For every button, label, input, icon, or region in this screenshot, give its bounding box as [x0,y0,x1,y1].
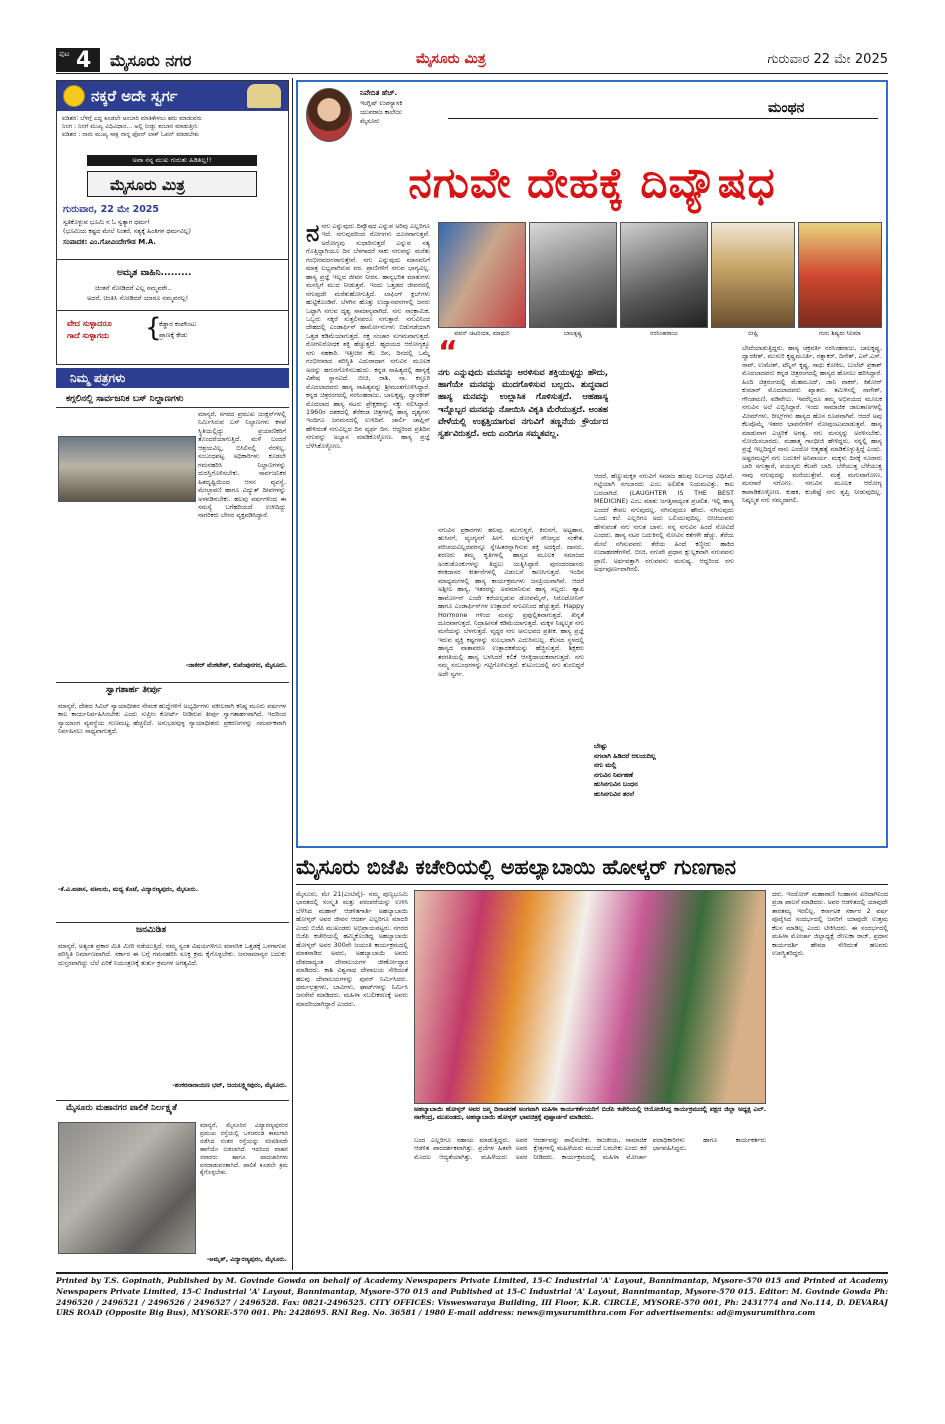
photo-narasimharaju [620,222,708,328]
issue-date: ಗುರುವಾರ 22 ಮೇ 2025 [767,52,888,67]
feature-body-col2: ನಗುವಿನ ಪ್ರಕಾರಗಳು ಹಲವು. ಮುಗುಳ್ನಗೆ, ಕಿರುನಗೆ, ಅಟ್ಟಹಾಸ, ಹುಸಿನಗೆ, ವ್ಯಂಗ್ಯನಗೆ ಹೀಗೆ. ಮುಗುಳ್ನಗೆ ಸೌಜನ್ಯದ ಸಂಕೇತ. ಪರಿಚಯವಿಲ್ಲದವರನ್ನೂ ಸ್ನೇಹಿತರನ್ನಾಗಿಸುವ ಶಕ್ತಿ ಅದಕ್ಕಿದೆ. ದಾಸರು, ಶರಣರು ತಮ್ಮ ಕೃತಿಗಳಲ್ಲಿ ಹಾಸ್ಯದ ಮೂಲಕ ಸಮಾಜದ ಅಂಕುಡೊಂಕುಗಳನ್ನು ತಿದ್ದಲು ಯತ್ನಿಸಿದ್ದಾರೆ. ಪುರಂದರದಾಸರು ಕನಕದಾಸರ ಕೀರ್ತನೆಗಳಲ್ಲಿ ವಿಡಂಬನೆ ಕಾಣಸಿಗುತ್ತದೆ. ಇಂದಿನ ಮಾಧ್ಯಮಗಳಲ್ಲಿ ಹಾಸ್ಯ ಕಾರ್ಯಕ್ರಮಗಳು ಜನಪ್ರಿಯವಾಗಿವೆ. ಆದರೆ ಅಶ್ಲೀಲ ಹಾಸ್ಯ, ಇತರರನ್ನು ಅವಮಾನಿಸುವ ಹಾಸ್ಯ ಸಲ್ಲದು. ಹ್ಯಾಪಿ ಹಾರ್ಮೋನ್ ಎಂದೇ ಕರೆಯಲ್ಪಡುವ ಡೋಪಮೈನ್, ಸಿರೊಟೋನಿನ್ ಹಾಗೂ ಎಂಡಾರ್ಫಿನ್‌ಗಳ ಉತ್ಪಾದನೆ ನಗುವಿನಿಂದ ಹೆಚ್ಚುತ್ತದೆ. Happy Hormone ಗಳಿಂದ ಮನಸ್ಸು ಪ್ರಫುಲ್ಲಿತವಾಗುತ್ತದೆ. ಖಿನ್ನತೆ ದೂರವಾಗುತ್ತದೆ. ನಿದ್ರಾಹೀನತೆ ಕಡಿಮೆಯಾಗುತ್ತದೆ. ಮಕ್ಕಳ ನಿಷ್ಕಲ್ಮಶ ನಗು ಮನೆಯನ್ನು ಬೆಳಗುತ್ತದೆ. ವೃದ್ಧರ ನಗು ಅನುಭವದ ಪ್ರತೀಕ. ಹಾಸ್ಯ ಪ್ರಜ್ಞೆ ಇರುವ ವ್ಯಕ್ತಿ ಕಷ್ಟಗಳನ್ನು ಸುಲಭವಾಗಿ ಎದುರಿಸಬಲ್ಲ. ಕೆಲಸದ ಸ್ಥಳದಲ್ಲಿ ಹಾಸ್ಯದ ವಾತಾವರಣ ಉತ್ಪಾದಕತೆಯನ್ನು ಹೆಚ್ಚಿಸುತ್ತದೆ. ಶಿಕ್ಷಕರು ತರಗತಿಯಲ್ಲಿ ಹಾಸ್ಯ ಬಳಸಿದರೆ ಕಲಿಕೆ ಆಸಕ್ತಿದಾಯಕವಾಗುತ್ತದೆ. ನಗು ನಮ್ಮ ಸಂಬಂಧಗಳನ್ನು ಗಟ್ಟಿಗೊಳಿಸುತ್ತದೆ. ಕುಟುಂಬದಲ್ಲಿ ನಗು ತುಂಬಿದ್ದರೆ ಅದೇ ಸ್ವರ್ಗ. [438,526,584,678]
feature-headline: ನಗುವೇ ದೇಹಕ್ಕೆ ದಿವ್ಯೌಷಧ [408,158,776,207]
letters-banner-title: ನಿಮ್ಮ ಪತ್ರಗಳು [70,371,126,385]
author-role: ಯುವರಾಜ ಕಾಲೇಜು [360,109,403,116]
bjp-headline: ಮೈಸೂರು ಬಿಜೆಪಿ ಕಚೇರಿಯಲ್ಲಿ ಅಹಲ್ಯಾಬಾಯಿ ಹೋಳ್ಕರ್ ಗುಣಗಾನ [296,855,736,879]
cartoon-figure-icon [247,84,281,108]
feature-subnotes [594,742,734,842]
letter-body: ಮಾನ್ಯರೆ, ಅತ್ಯಂತ ಪ್ರಕಾರ ಮಿತಿ ಮೀರಿ ನಡೆಯುತ್ತಿದೆ. ನಮ್ಮ ಸ್ವಂತ ವಿಷಯಗಳಿಗೂ ಮಾನಸಿಕ ಒತ್ತಡಕ್ಕೆ ಒಳಗಾಗುವ ಪರಿಸ್ಥಿತಿ ನಿರ್ಮಾಣವಾಗಿದೆ. ಸರ್ಕಾರ ಈ ಬಗ್ಗೆ ಗಮನಹರಿಸಿ ಸೂಕ್ತ ಕ್ರಮ ಕೈಗೊಳ್ಳಬೇಕು. ಜನಸಾಮಾನ್ಯರ ಬದುಕು ದುಸ್ತರವಾಗಿದ್ದು ಬೆಲೆ ಏರಿಕೆ ನಿಯಂತ್ರಣಕ್ಕೆ ತುರ್ತು ಕ್ರಮಗಳ ಅಗತ್ಯವಿದೆ. [58,942,286,967]
author-role: ಇಂಗ್ಲಿಷ್ ಉಪನ್ಯಾಸಕಿ [360,100,403,107]
feature-body-col1 [306,222,430,842]
letter-signature: -ಕೆ.ವಿ.ಐಟಾಸ, ವಕೀಲರು, ಮಧ್ಯ ಕೊಟೆ, ವಿದ್ಯಾರಣ್ಯಪುರಂ, ಮೈಸೂರು. [58,886,199,893]
letter-title: ಸ್ವಾಗತಾರ್ಹ ತೀರ್ಪು [56,682,289,700]
author-name: ನಿವೇದಿತ ಹೆಚ್. [360,88,398,97]
drop-cap: ನ [306,222,320,247]
editor-line: ಸಂಪಾದಕ: ಎಂ.ಗೋವಿಂದೇಗೌಡ M.A. [63,238,157,246]
kicker-rule [448,118,878,119]
footer-rule [56,1272,888,1274]
letter-1 [56,392,289,682]
letter-3 [56,922,289,1100]
bjp-event-photo [414,890,766,1104]
humour-line: ಪಡಿಶರ : ನಾನು ಮುಖ್ಯ ಸಾಕ್ಷ ನಾನ್ನ ಫೋನ್ ಲಾಕ್ ಓಪನ್ ಮಾಡಬೇಕು [62,131,199,139]
author-photo [306,88,352,142]
proverb-box [57,313,288,363]
page-header [56,48,888,72]
subnote-line: ಹುಸಿನಗುವಿನ ಬಂಧನ [594,780,638,789]
letter-signature: -ಜಾಕೀರ್ ವೆಂಕಟೇಶ್, ಕುವೆಂಪುನಗರ, ಮೈಸೂರು. [185,662,287,669]
proverb-right: ಕೆಡ್ಡಾರ ಕಂಪೌಂಟು [159,320,197,328]
paper-name: ಮೈಸೂರು ಮಿತ್ರ [416,51,486,67]
subnote-line: ನಗು ಮಲ್ಲಿ [594,761,617,770]
column-divider [292,78,293,1270]
letters-banner [56,368,289,388]
humour-line: ನಿನಗ : ನಿನಗೆ ಮುಖ್ಯ ವಿಧಿವಿಧಾನ... ಅಲ್ಲಿ ನೀಡ್ದು ಕಂಬಾರ ಮಾಡುತ್ತೀನಿ [62,123,198,131]
humour-box [56,80,289,365]
subnote-line: ನಗುವಿನ ನಿರ್ವಹಣೆ [594,770,633,779]
letter-body: ಮಾನ್ಯರೆ, ನಗರದ ಪ್ರಮುಖ ಜಂಕ್ಷನ್‌ಗಳಲ್ಲಿ ನಿರ್ಮಿಸಿರುವ ಬಸ್ ನಿಲ್ದಾಣಗಳು ಕಳಪೆ ಸ್ಥಿತಿಯಲ್ಲಿದ್ದು ಪ್ರಯಾಣಿಕರಿಗೆ ತೊಂದರೆಯಾಗುತ್ತಿದೆ. ಮಳೆ ಬಂದರೆ ಆಶ್ರಯವಿಲ್ಲ, ಬಿಸಿಲಿನಲ್ಲಿ ನೆರಳಿಲ್ಲ. ಸಂಬಂಧಪಟ್ಟ ಅಧಿಕಾರಿಗಳು ಕೂಡಲೇ ಗಮನಹರಿಸಿ ನಿಲ್ದಾಣಗಳನ್ನು ದುರಸ್ತಿಗೊಳಿಸಬೇಕು. ಸಾರ್ವಜನಿಕರ ಹಿತದೃಷ್ಟಿಯಿಂದ ಆಸನ ವ್ಯವಸ್ಥೆ, ಮೇಲ್ಛಾವಣಿ ಹಾಗೂ ವಿದ್ಯುತ್ ದೀಪಗಳನ್ನು ಅಳವಡಿಸಬೇಕು. ಹಲವು ವರ್ಷಗಳಿಂದ ಈ ಸಮಸ್ಯೆ ಬಗೆಹರಿಯದೆ ಉಳಿದಿದ್ದು ನಾಗರಿಕರು ಬೇಸರ ವ್ಯಕ್ತಪಡಿಸಿದ್ದಾರೆ. [198,410,286,520]
bjp-body-right: ದರು. ಇಂದೋರ್ ಮಹಾರಾಣಿ ಸಿಂಹಾಸನ ಏರಿದಾಗಿನಿಂದ ಪ್ರಜಾ ಪಾಲನೆ ಮಾಡಿದರು. ಅವರ ಆಡಳಿತದಲ್ಲಿ ಯಾವುದೇ ತಾರತಮ್ಯ ಇರಲಿಲ್ಲ. ಕರ್ನಾಟಕ ಸರ್ಕಾರ 2 ವರ್ಷ ಪೂರೈಸಿದ ಸಂದರ್ಭದಲ್ಲಿ ಜನರಿಗೆ ಯಾವುದೇ ಉತ್ತಮ ಕೆಲಸ ಮಾಡಿಲ್ಲ ಎಂದು ಟೀಕಿಸಿದರು. ಈ ಸಂದರ್ಭದಲ್ಲಿ ಮಹಿಳಾ ಮೋರ್ಚಾ ಜಿಲ್ಲಾಧ್ಯಕ್ಷೆ ರೇಣುಕಾ ರಾಜ್, ಪ್ರಧಾನ ಕಾರ್ಯದರ್ಶಿ ಹೇಮಾ ಸೇರಿದಂತೆ ಹಲವರು ಉಪಸ್ಥಿತರಿದ್ದರು. [772,890,888,958]
photo-caption: ಬಾಲಕೃಷ್ಣ [563,330,583,337]
headline-rule [296,884,888,885]
bjp-body-mid: ಬಂದ ಎಲ್ಲರಿಗೂ ಸಹಾಯ ಮಾಡುತ್ತಿದ್ದರು. ಅವರ ಆಡಳಿತ ಪಾರದರ್ಶಕವಾಗಿತ್ತು. ಪ್ರಜೆಗಳ ಹಿತವೇ ಅವರ ಮೊದಲ ಆದ್ಯತೆಯಾಗಿತ್ತು. ಮಹಿಳೆಯರು ಅವರ ಆದರ್ಶವನ್ನು ಪಾಲಿಸಬೇಕು. ರಾಜಕೀಯ, ಸಾಮಾಜಿಕ ಕ್ಷೇತ್ರಗಳಲ್ಲಿ ಮಹಿಳೆಯರು ಮುಂದೆ ಬರಬೇಕು ಎಂದು ಕರೆ ನೀಡಿದರು. ಕಾರ್ಯಕ್ರಮದಲ್ಲಿ ಮಹಿಳಾ ಮೋರ್ಚಾ ಪದಾಧಿಕಾರಿಗಳು ಹಾಗೂ ಕಾರ್ಯಕರ್ತರು ಭಾಗವಹಿಸಿದ್ದರು. [414,1136,766,1161]
laughing-face-icon [63,85,85,107]
photo-balakrishna [529,222,617,328]
pull-quote [438,335,608,520]
letter-signature: -ಶಂಕರನಾರಾಯಣ ಭಟ್, ಜಯಲಕ್ಷ್ಮೀಪುರಂ, ಮೈಸೂರು. [172,1082,287,1089]
author-city: ಮೈಸೂರು [360,118,380,125]
photo-guru-shishyaru [798,222,882,328]
page-number-box [56,48,100,72]
day-note: ಸ್ವತಿಕೊಳ್ಳುವ ಭೂಮಿ ನ ಓ ಸ್ವತ್ಯಾಗ ಧರ್ಮ! [63,219,150,226]
letter-title: ಮೈಸೂರು ಮಹಾನಗರ ಪಾಲಿಕೆ ನಿರ್ಲಕ್ಷ್ಯತೆ [56,1100,289,1117]
letter-title: ಕಗ್ಗಲಿನಲ್ಲಿ ಸಾರ್ವಜನಿಕ ಬಸ್ ನಿಲ್ದಾಣಗಳು [56,392,289,408]
amrutha-line: ಚಿಂತನೆ ನೋಡಿದರೆ ಎಲ್ಲ ನಮ್ಮವರೇ.. [95,284,172,292]
quote-text: ನಗು ಎನ್ನುವುದು ಮನವನ್ನು ಅರಳಿಸುವ ಶಕ್ತಿಯುಳ್ಳದ್ದು ಹೌದು, ಹಾಗೆಯೇ ಮನವನ್ನು ಮುದಗೊಳಿಸುವ ಬಲ್ಲದು. ಶುದ್ಧವಾದ ಹಾಸ್ಯ ಮನವನ್ನು ಉಲ್ಲಾಸಿತ ಗೊಳಿಸುತ್ತದೆ. ಆಹಹಾಸ್ಯ ಇನ್ನೊಬ್ಬರ ಮನವನ್ನು ನೋಯಿಸಿ ವಿಕೃತಿ ಮೆರೆಯುತ್ತದೆ. ಅಂತಹ ವೇಳೆಯಲ್ಲಿ ಉತ್ಪತ್ತಿಯಾಗುವ ನಗುವಿಗೆ ತಣ್ಣನೆಯ ಕ್ರೌರ್ಯದ ಸ್ವರ್ಶವಿರುತ್ತದೆ. ಅದು ಎಂದಿಗೂ ಸಮ್ಮತವಲ್ಲ. [438,367,608,438]
humour-punchline: ಅವಾ ನನ್ನ ಮುಖ ಗುರುತು ಹಿಡಿತಿಲ್ಲ!! [87,155,257,166]
bjp-photo-caption: ಅಹಲ್ಯಾಬಾಯಿ ಹೋಳ್ಕರ್ ಅವರ ಜನ್ಮ ದಿನಾಚರಣೆ ಅಂಗವಾಗಿ ಮಹಿಳಾ ಕಾರ್ಯಕರ್ತೆಯರಿಗೆ ಬಿಜೆಪಿ ಕಚೇರಿಯಲ್ಲಿ ಆಯೋಜಿಸಿದ್ದ ಕಾರ್ಯಕ್ರಮದಲ್ಲಿ ಪಕ್ಷದ ಜಿಲ್ಲಾ ಅಧ್ಯಕ್ಷ ಎಲ್. ನಾಗೇಂದ್ರ, ಮುಖಂಡರು, ಅಹಲ್ಯಾಬಾಯಿ ಹೋಳ್ಕರ್ ಭಾವಚಿತ್ರಕ್ಕೆ ಪುಷ್ಪಾರ್ಚನೆ ಮಾಡಿದರು. [414,1106,766,1122]
section-name: ಮೈಸೂರು ನಗರ [110,51,192,70]
feature-body-col3: ಆದರೆ, ಹೆಣ್ಣುಮಕ್ಕಳ ನಗುವಿಗೆ ಸಮಾಜ ಹಲವು ನಿರ್ಬಂಧ ವಿಧಿಸಿದೆ. ಗಟ್ಟಿಯಾಗಿ ನಗಬಾರದು ಎಂಬ ಅಲಿಖಿತ ನಿಯಮವಿತ್ತು. ಕಾಲ ಬದಲಾಗಿದೆ. (LAUGHTER IS THE BEST MEDICINE) ಎಂಬ ಮಾತು ಜಗತ್ತಿನಾದ್ಯಂತ ಪ್ರಚಲಿತ. ಇಲ್ಲಿ ಹಾಸ್ಯ ಎಂದರೆ ಕೇವಲ ನಗುವುದಲ್ಲ, ನಗಿಸುವುದೂ ಹೌದು. ನಗಿಸುವುದು ಒಂದು ಕಲೆ. ಎಲ್ಲರಿಗೂ ಅದು ಒಲಿಯುವುದಿಲ್ಲ. ಬೀಚಿಯವರು ಹೇಳುವಂತೆ ನಗು ನಗುತ ಬಾಳು. ನನ್ನ ನಗುವಿನ ಹಿಂದೆ ನೋವಿದೆ ಎಂದರು. ಹಾಸ್ಯ ನಟರ ಬದುಕಿನಲ್ಲಿ ನೋವಿನ ಕತೆಗಳೇ ಹೆಚ್ಚು. ತೆರೆಯ ಮೇಲೆ ನಗಿಸುವವರು ತೆರೆಯ ಹಿಂದೆ ಕಣ್ಣೀರು ಹಾಕಿದ ಉದಾಹರಣೆಗಳಿವೆ. ಬೀಚಿ, ನಗುವೇ ಪ್ರಧಾನ ಕ್ಷುಲ್ಲಕವಾಗಿ ನಗುವವನು ಪ್ರಾಣಿ. ಅರ್ಥವತ್ತಾಗಿ ನಗುವವನು ಮನುಷ್ಯ. ಆದ್ದರಿಂದ ನಗು ಅರ್ಥಪೂರ್ಣವಾಗಿರಲಿ. [594,472,734,573]
proverb-left: ವೇದ ಸುಳ್ಳಾದರೂ [67,319,112,328]
subnote-line: ಹುಸಿನಗುವಿನ ತರಲೆ [594,790,634,799]
bjp-lead-text: ಮೈಸೂರು, ಮೇ 21(ಎಂಟಿವೈ)- ನಮ್ಮ ಪುಣ್ಯಭೂಮಿ ಭಾರತದಲ್ಲಿ ಸಂಸ್ಕೃತಿ ಮತ್ತು ಪರಂಪರೆಯನ್ನು ಉಳಿಸಿ ಬೆಳೆಸಿದ ಮಹಾನ್ ಆಡಳಿತಗಾರ್ತಿ ಅಹಲ್ಯಾಬಾಯಿ ಹೋಳ್ಕರ್ ಅವರ ಜೀವನ ಆದರ್ಶ ಎಲ್ಲರಿಗೂ ಮಾದರಿ ಎಂದು ಬಿಜೆಪಿ ಮುಖಂಡರು ಅಭಿಪ್ರಾಯಪಟ್ಟರು. ನಗರದ ಬಿಜೆಪಿ ಕಚೇರಿಯಲ್ಲಿ ಹಮ್ಮಿಕೊಂಡಿದ್ದ ಅಹಲ್ಯಾಬಾಯಿ ಹೋಳ್ಕರ್ ಅವರ 300ನೇ ಜಯಂತಿ ಕಾರ್ಯಕ್ರಮದಲ್ಲಿ ಮಾತನಾಡಿದ ಅವರು, ಅಹಲ್ಯಾಬಾಯಿ ಅವರು ದೇಶದಾದ್ಯಂತ ದೇವಾಲಯಗಳ ಜೀರ್ಣೋದ್ಧಾರ ಮಾಡಿದರು. ಕಾಶಿ ವಿಶ್ವನಾಥ ದೇವಾಲಯ ಸೇರಿದಂತೆ ಹಲವು ದೇವಾಲಯಗಳನ್ನು ಪುನರ್ ನಿರ್ಮಿಸಿದರು. ಧರ್ಮಛತ್ರಗಳು, ಬಾವಿಗಳು, ಘಾಟ್‌ಗಳನ್ನು ನಿರ್ಮಿಸಿ ಜನಸೇವೆ ಮಾಡಿದರು. ಮಹಿಳಾ ಸಬಲೀಕರಣಕ್ಕೆ ಅವರು ಮಾದರಿಯಾಗಿದ್ದಾರೆ ಎಂದರು. [296,890,408,1008]
feature-body-col4: ಬೇಟೆಯಾಡುತ್ತಿದ್ದರು. ಹಾಸ್ಯ ಚಕ್ರವರ್ತಿ ನರಸಿಂಹರಾಜು, ಬಾಲಕೃಷ್ಣ, ದ್ವಾರಕೀಶ್, ಮುಸುರಿ ಕೃಷ್ಣಮೂರ್ತಿ, ರತ್ನಾಕರ್, ದಿನೇಶ್, ಎನ್.ಎಸ್. ರಾವ್, ಉಮೇಶ್, ಟೆನ್ನಿಸ್ ಕೃಷ್ಣ, ಸಾಧು ಕೋಕಿಲ, ಬುಲೆಟ್ ಪ್ರಕಾಶ್ ಮೊದಲಾದವರು ಕನ್ನಡ ಚಿತ್ರರಂಗದಲ್ಲಿ ಹಾಸ್ಯದ ಹೊನಲು ಹರಿಸಿದ್ದಾರೆ. ಹಿಂದಿ ಚಿತ್ರರಂಗದಲ್ಲಿ ಮೆಹಮೂದ್, ಜಾನಿ ವಾಕರ್, ಕಿಶೋರ್ ಕುಮಾರ್ ಮೊದಲಾದವರು ಖ್ಯಾತರು. ತಮಿಳಿನಲ್ಲಿ ನಾಗೇಶ್, ಗೌಂಡಮಣಿ, ವಡಿವೇಲು. ಇವರೆಲ್ಲರೂ ತಮ್ಮ ಅಭಿನಯದ ಮೂಲಕ ನಗುವಿನ ಅಲೆ ಎಬ್ಬಿಸಿದ್ದಾರೆ. ಇಂದು ಸಾಮಾಜಿಕ ಜಾಲತಾಣಗಳಲ್ಲಿ ಮೀಮ್‌ಗಳು, ರೀಲ್ಸ್‌ಗಳು ಹಾಸ್ಯದ ಹೊಸ ರೂಪವಾಗಿವೆ. ಆದರೆ ಅವು ಕೆಲವೊಮ್ಮೆ ಇತರರ ಭಾವನೆಗಳಿಗೆ ನೋವುಂಟುಮಾಡುತ್ತವೆ. ಹಾಸ್ಯ ಮಾಡುವಾಗ ಎಚ್ಚರಿಕೆ ಅಗತ್ಯ. ನಗು ಮನಸ್ಸನ್ನು ಅರಳಿಸಬೇಕು, ನೋಯಿಸಬಾರದು. ಮಹಾತ್ಮ ಗಾಂಧೀಜಿ ಹೇಳಿದ್ದರು, ನನ್ನಲ್ಲಿ ಹಾಸ್ಯ ಪ್ರಜ್ಞೆ ಇಲ್ಲದಿದ್ದರೆ ನಾನು ಎಂದೋ ಆತ್ಮಹತ್ಯೆ ಮಾಡಿಕೊಳ್ಳುತ್ತಿದ್ದೆ ಎಂದು. ಅಷ್ಟರಮಟ್ಟಿಗೆ ನಗು ಬದುಕಿಗೆ ಅನಿವಾರ್ಯ. ಮಕ್ಕಳು ದಿನಕ್ಕೆ ನೂರಾರು ಬಾರಿ ನಗುತ್ತಾರೆ, ವಯಸ್ಕರು ಕೆಲವೇ ಬಾರಿ. ಬೆಳೆಯುತ್ತ ಬೆಳೆಯುತ್ತ ನಾವು ನಗುವುದನ್ನು ಮರೆಯುತ್ತೇವೆ. ಮತ್ತೆ ಮಗುವಾಗೋಣ, ಮನಸಾರೆ ನಗೋಣ. ನಗುವಿನ ಮೂಲಕ ಆರೋಗ್ಯ ಕಾಪಾಡಿಕೊಳ್ಳೋಣ. ಕುಹಕ, ಕುಚೇಷ್ಟೆ ನಗು ತೃಪ್ತಿ ನೀಡುವುದಿಲ್ಲ. ನಿಷ್ಕಲ್ಮಶ ನಗು ನಮ್ಮದಾಗಲಿ. [742,344,882,505]
proverb-right: ಪ್ರಾಣಕ್ಕೆ ಕೇಡು [159,331,188,339]
photo-caption: ನರಸಿಂಹರಾಜು [650,330,678,337]
quote-mark-icon: “ [438,335,458,370]
page-number: 4 [76,48,92,73]
feature-article [296,80,888,848]
photo-strip [438,222,882,342]
page-label: ಪುಟ [59,50,70,58]
day-note: (ಭೂಮಿಯ ಕಷ್ಟದ ಮೇಲೆ ನಿಂತರೆ, ಸತ್ಯಕ್ಕೆ ಹಿಂತಿಗಳ ಧರ್ಮವಿಲ್ಲ) [63,228,191,235]
subnote-line: ಬೇಷ್ಟು [594,742,608,750]
masthead-logo: ಮೈಸೂರು ಮಿತ್ರ [110,176,185,194]
humour-header [57,81,288,111]
photo-caption: ಗುರು ಶಿಷ್ಯರು ಸಿನಿಮಾ [819,330,861,337]
humour-text [62,115,283,153]
day-date: ಗುರುವಾರ, 22 ಮೇ 2025 [63,204,160,215]
section-kicker: ಮಂಥನ [768,100,805,116]
proverb-left: ಗಾದೆ ಸುಳ್ಳಾಗದು [67,331,109,340]
road-damage-photo [58,1122,196,1254]
footer-imprint: Printed by T.S. Gopinath, Published by M. Govinde Gowda on behalf of Academy Newspapers Private Limited, 15-C Industrial 'A' Layout, Bannimantap, Mysore-570 015 and Printed at Academy Newspapers Private Limited, 15-C Industrial 'A' Layout, Bannimantap, Mysore-570 015 and Published at 15-C Industrial 'A' Layout, Bannimantap, Mysore-570 015. Editor: M. Govinde Gowda Ph: 2496520 / 2496521 / 2496526 / 2496527 / 2496528. Fax: 0821-2496525. CITY OFFICES: Visweswaraya Building, III Floor, K.R. CIRCLE, MYSORE-570 001, Ph: 2431774 and No.114, D. DEVARAJ URS ROAD (Opposite Big Bus), MYSORE-570 001. Ph: 2428695. RNI Reg. No. 36581 / 1980 E-mail address: news@mysurumithra.com For advertisements: ad@mysurumithra.com [56,1276,888,1318]
subnote-line: ನಗಲಾಗಿ ಹಿಡಿದರೆ ಆಲಯದಿಲ್ಲ [594,751,656,760]
photo-caption: ಬೀಷ್ಟಿ [747,330,759,337]
brace-icon: { [145,313,162,343]
photo-bishti [711,222,795,328]
amrutha-title: ಅಮೃತ ವಾಹಿನಿ......... [117,268,192,278]
letter-title: ಜನಮಿಡಿತ [56,922,289,940]
letter-2 [56,682,289,920]
photo-comedians [438,222,526,328]
letter-body: ಮಾನ್ಯರೆ, ಮೈಸೂರಿನ ವಿದ್ಯಾರಣ್ಯಪುರಂನ ಪ್ರಮುಖ ರಸ್ತೆಯಲ್ಲಿ ಒಳಚರಂಡಿ ಕಾಮಗಾರಿ ನಡೆಸಿದ ನಂತರ ರಸ್ತೆಯನ್ನು ಸರಿಪಡಿಸದೇ ಹಾಗೆಯೇ ಬಿಡಲಾಗಿದೆ. ಇದರಿಂದ ವಾಹನ ಸವಾರರು ಹಾಗೂ ಪಾದಚಾರಿಗಳು ಪರದಾಡುವಂತಾಗಿದೆ. ಪಾಲಿಕೆ ಕೂಡಲೇ ಕ್ರಮ ಕೈಗೊಳ್ಳಬೇಕು. [200,1122,288,1177]
header-rule [56,73,888,74]
humour-title: ನಕ್ಕರೆ ಅದೇ ಸ್ವರ್ಗ [91,87,178,105]
bjp-news-story [296,854,888,1270]
letter-body: ಮಾನ್ಯರೆ, ದೇಶದ ಸಿವಿಲ್ ನ್ಯಾಯಾಧೀಶರ ನೇಮಕ ಹುದ್ದೆಗಳಿಗೆ ಅಭ್ಯರ್ಥಿಗಳು ವಕೀಲರಾಗಿ ಕನಿಷ್ಠ ಮೂರು ವರ್ಷಗಳ ಕಾಲ ಕಾರ್ಯನಿರ್ವಹಿಸಿರಬೇಕು ಎಂದು ಸುಪ್ರೀಂ ಕೋರ್ಟ್ ನೀಡಿರುವ ತೀರ್ಪು ಸ್ವಾಗತಾರ್ಹವಾಗಿದೆ. ಇದರಿಂದ ನ್ಯಾಯಾಂಗ ವ್ಯವಸ್ಥೆಯ ಗುಣಮಟ್ಟ ಹೆಚ್ಚಲಿದೆ. ಅನುಭವವುಳ್ಳ ನ್ಯಾಯಾಧೀಶರು ಪ್ರಕರಣಗಳನ್ನು ಸಮರ್ಪಕವಾಗಿ ನಿರ್ವಹಿಸಲು ಸಾಧ್ಯವಾಗುತ್ತದೆ. [58,702,286,736]
amrutha-line: ಅದರೆ, ಚಿಂತಿಸಿ ನೋಡಿದರೆ ಯಾರೂ ನಮ್ಮವರಲ್ಲ! [87,294,189,302]
feature-body-text: ನಗು ಎನ್ನುವುದು ದಿವ್ಯೌಷಧ ಎನ್ನುವ ಅರಿವು ಎಲ್ಲರಿಗೂ ಇದೆ. ನಗುವುದರಿಂದ ರೋಗಗಳು ದೂರವಾಗುತ್ತವೆ. ಅರೋಗ್ಯವು ಸುಧಾರಿಸುತ್ತದೆ ಎನ್ನುವ ಸತ್ಯ ಗೊತ್ತಿದ್ದಾಗಿಯೂ ದಿನ ಬೆಳಗಾದರೆ ಸಾಕು ನಗುವನ್ನು ಮರೆತು ಗಂಭೀರವದನರಾಗುತ್ತೇವೆ. ನಗು ಎನ್ನುವುದು ಮಾನವನಿಗೆ ಮಾತ್ರ ಲಭ್ಯವಾಗಿರುವ ವರ. ಪ್ರಾಣಿಗಳಿಗೆ ನಗುವ ಭಾಗ್ಯವಿಲ್ಲ. ಹಾಸ್ಯ ಪ್ರಜ್ಞೆ ಇಲ್ಲದ ಜೀವನ ನೀರಸ. ಹಾಸ್ಯಭರಿತ ಮಾತುಗಳು ಮನಸ್ಸಿಗೆ ಮುದ ನೀಡುತ್ತವೆ. ಇಂದು ಒತ್ತಡದ ಜೀವನದಲ್ಲಿ ನಗುವುದೇ ಮರೆತುಹೋಗುತ್ತಿದೆ. ಲಾಫಿಂಗ್ ಕ್ಲಬ್‌ಗಳು ಹುಟ್ಟಿಕೊಂಡಿವೆ. ಬೆಳಗಿನ ಹೊತ್ತು ಉದ್ಯಾನವನಗಳಲ್ಲಿ ಜನರು ಒಟ್ಟಾಗಿ ನಗುವ ದೃಶ್ಯ ಸಾಮಾನ್ಯವಾಗಿದೆ. ನಗು ಸಾಂಕ್ರಾಮಿಕ, ಒಬ್ಬರು ನಕ್ಕರೆ ಸುತ್ತಲಿನವರೂ ನಗುತ್ತಾರೆ. ನಗುವಿನಿಂದ ದೇಹದಲ್ಲಿ ಎಂಡಾರ್ಫಿನ್ ಹಾರ್ಮೋನುಗಳು ಬಿಡುಗಡೆಯಾಗಿ ಒತ್ತಡ ಕಡಿಮೆಯಾಗುತ್ತದೆ. ರಕ್ತ ಸಂಚಾರ ಸುಗಮವಾಗುತ್ತದೆ. ರೋಗನಿರೋಧಕ ಶಕ್ತಿ ಹೆಚ್ಚುತ್ತದೆ. ಹೃದಯದ ಆರೋಗ್ಯಕ್ಕೂ ನಗು ಸಹಕಾರಿ. ಇತ್ತೀಚಿನ ಕೆಲ ದಿನ, ದಿನದಲ್ಲಿ ಒಮ್ಮೆ ಗಂಭೀರವಾದ ಪರಿಸ್ಥಿತಿ ಎದುರಾದಾಗ ನಗುವಿನ ಮೂಲಕ ಅದನ್ನು ಹಗುರಗೊಳಿಸಬಹುದು. ಕನ್ನಡ ಸಾಹಿತ್ಯದಲ್ಲಿ ಹಾಸ್ಯಕ್ಕೆ ವಿಶೇಷ ಸ್ಥಾನವಿದೆ. ಬೀಚಿ, ರಾಶಿ, ನಾ. ಕಸ್ತೂರಿ ಮೊದಲಾದವರು ಹಾಸ್ಯ ಸಾಹಿತ್ಯವನ್ನು ಶ್ರೀಮಂತಗೊಳಿಸಿದ್ದಾರೆ. ಕನ್ನಡ ಚಿತ್ರರಂಗದಲ್ಲಿ ನರಸಿಂಹರಾಜು, ಬಾಲಕೃಷ್ಣ, ದ್ವಾರಕೀಶ್ ಮೊದಲಾದ ಹಾಸ್ಯ ನಟರು ಪ್ರೇಕ್ಷಕರನ್ನು ನಕ್ಕು ನಲಿಸಿದ್ದಾರೆ. 1960ರ ದಶಕದಲ್ಲಿ ತೆರೆಕಂಡ ಚಿತ್ರಗಳಲ್ಲಿ ಹಾಸ್ಯ ದೃಶ್ಯಗಳು ಇಂದಿಗೂ ಜನಮನದಲ್ಲಿ ಉಳಿದಿವೆ. ಚಾರ್ಲಿ ಚಾಪ್ಲಿನ್ ಹೇಳಿದಂತೆ ನಗುವಿಲ್ಲದ ದಿನ ವ್ಯರ್ಥ ದಿನ. ಆದ್ದರಿಂದ ಪ್ರತಿದಿನ ನಗುವನ್ನು ಅಭ್ಯಾಸ ಮಾಡಿಕೊಳ್ಳೋಣ. ಹಾಸ್ಯ ಪ್ರಜ್ಞೆ ಬೆಳೆಸಿಕೊಳ್ಳೋಣ. [306,222,430,450]
letter-4 [56,1100,289,1270]
humour-line: ಪಡಿಶರ: ಬೆಳಿಗ್ಗೆ ಎದ್ದ ಕೂಡಲೇ ಅಂಬಾರಿ ಮಾತಿಕೇಳಲು ಹರು ಮಾಡುವರು [62,115,202,122]
amrutha-box [57,259,288,311]
letter-signature: -ಅಮೃತ್, ವಿದ್ಯಾರಣ್ಯಪುರಂ, ಮೈಸೂರು. [206,1256,287,1263]
masthead-box [87,171,257,197]
photo-caption: ಪವನ್ ಚಟರಿಯಾ, ಮಾಧುರಿ [454,330,510,337]
